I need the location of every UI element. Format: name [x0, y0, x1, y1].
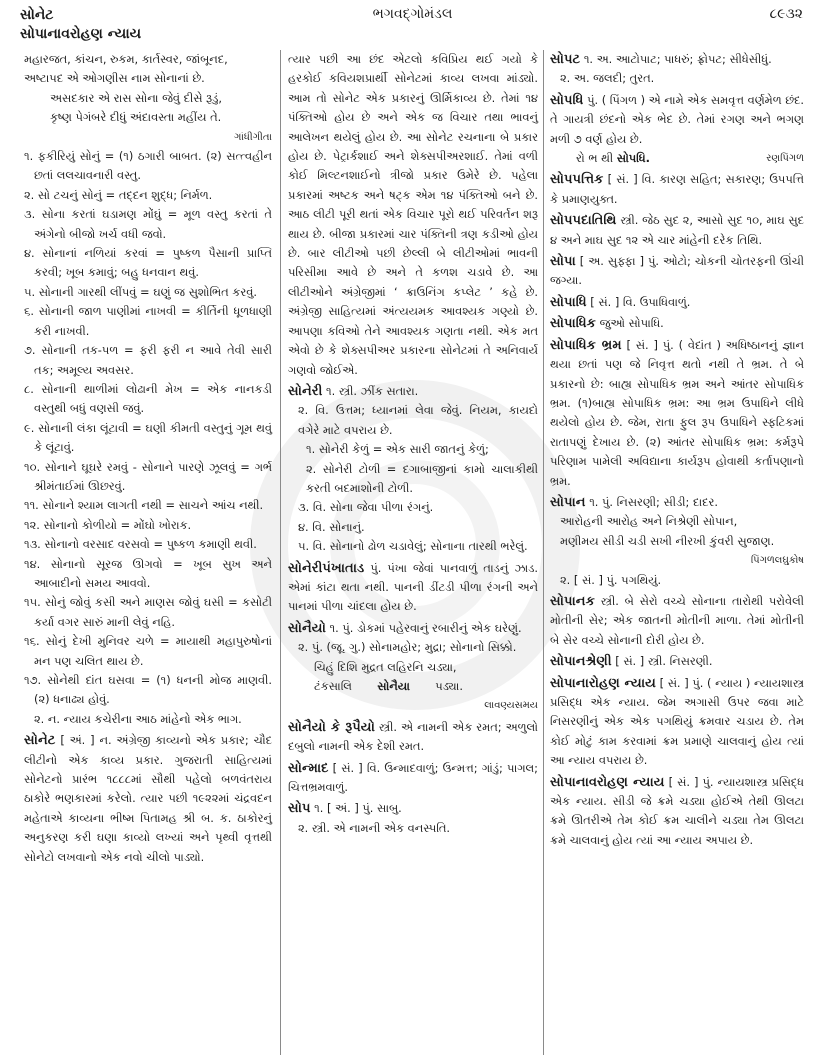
column-right: [550, 50, 804, 850]
definition: [ સં. ] સ્ત્રી. નિસરણી.: [615, 654, 713, 669]
verse-line: કૃષ્ણ પેગંબરે દીધું અંદાવસ્તા મહીંય તે.: [50, 110, 222, 125]
idiom-item: ૧૬. સોનું દેખી મુનિવર ચળે = માયાથી મહાપુરુષોનાં મન પણ ચલિત થાય છે.: [24, 634, 272, 668]
idiom-item: ૧૫. સોનું જોવું કસી અને માણસ જોવું ઘસી = કસોટી કર્યા વગર સારું માની લેવું નહિ.: [24, 595, 272, 629]
dictionary-entry: [288, 799, 538, 818]
definition: [ અ. સુફ્ફા ] પું. ઓટો; ચોકની ચોતરફની ઊંચી જગ્યા.: [550, 254, 804, 288]
sense-item: ૨. [ સં. ] પું. પગથિયું.: [560, 572, 662, 587]
idiom-item: ૫. સોનાની ગારથી લીંપવું = ઘણું જ સુશોભિત કરવું.: [24, 284, 257, 299]
headword: સોનેરીપંખાતાડ: [288, 560, 365, 576]
verse-word-bold: સોપધિ.: [616, 151, 650, 166]
definition: પું. પંખા જેવાં પાનવાળું તાડનું ઝાડ. એમાં કાંટા થતા નથી. પાનની ડીંટડી પીળા રંગની અને પાનમાં પીળા ચાંદલા હોય છે.: [288, 560, 538, 614]
definition: [ સં. ] પું. ( ન્યાય ) ન્યાયશાસ્ત્ર પ્રસિદ્ધ એક ન્યાય. જેમ અગાસી ઉપર જવા માટે નિસરણીનું એક એક પગથિયું ક્રમવાર ચડાય છે. તેમ કોઈ મોટું કામ કરવામાં ક્રમ પ્રમાણે ચાલવાનું હોય ત્યાં આ ન્યાય વપરાય છે.: [550, 675, 804, 768]
definition: જુઓ સોપાધિ.: [599, 316, 664, 331]
headword: સોપાધિ: [550, 294, 587, 310]
dictionary-entry: [550, 773, 804, 851]
definition: સ્ત્રી. એ નામની એક રમત; અળુલો દબુલો નામની એક દેશી રમત.: [288, 719, 538, 754]
definition: [ સં. ] પું. ( વેદાંત ) અધિષ્ઠાનનું જ્ઞાન થયા છતાં પણ જે નિવૃત્ત થતો નથી તે ભ્રમ. તે બે પ્રકારનો છે: બાહ્ય સોપાધિક ભ્રમ અને આંતર સોપાધિક ભ્રમ. (૧)બાહ્ય સોપાધિક ભ્રમ: આ ભ્રમ ઉપાધિને લીધે થયેલો હોય છે. જેમ, રાતા ફુલ રૂપ ઉપાધિને સ્ફટિકમાં રાતાપણું દેખાય છે. (૨) આંતર સોપાધિક ભ્રમ: કર્મરૂપે પરિણામ પામેલી અવિદ્યાના કાર્યરૂપ હોવાથી કર્તાપણાનો ભ્રમ.: [550, 337, 804, 488]
column-left: [24, 50, 272, 867]
sense-item: ૧. પું. ડોકમાં પહેરવાનું રબારીનું એક ઘરેણું.: [329, 620, 522, 635]
idiom-item: ૧૨. સોનાનો કોળીયો = મોંઘો ખોરાક.: [24, 517, 192, 532]
dictionary-entry: [24, 731, 272, 867]
headword: સોપાધિક ભ્રમ: [550, 337, 622, 353]
dictionary-entry: [550, 592, 804, 650]
dictionary-entry: [550, 211, 804, 250]
verse-source: ગાંધીગીતા: [234, 131, 272, 143]
verse-source: લાવણ્યસમય: [484, 700, 538, 712]
verse-line: મણીમય સીડી ચડી સખી નીરખી કુંવરી સુજાણ.: [560, 533, 775, 548]
headword: સોપટ: [550, 52, 581, 67]
definition: સ્ત્રી. જેઠ સુદ ૨, આસો સુદ ૧૦, માઘ સુદ ૪ અને માઘ સુદ ૧૨ એ ચાર માંહેની દરેક તિથિ.: [550, 213, 804, 247]
dictionary-entry: [288, 718, 538, 757]
definition: [ સં. ] પું. ન્યાયશાસ્ત્ર પ્રસિદ્ધ એક ન્યાય. સીડી જે ક્રમે ચડ્યા હોઈએ તેથી ઊલટા ક્રમે ઊતરીએ તેમ કોઈ ક્રમ ચાલીને ચડ્યા તેમ ઊલટા ક્રમે ચાલવાનું હોય ત્યાં આ ન્યાય અપાય છે.: [550, 774, 805, 847]
sense-item: ૨. વિ. ઉત્તમ; ધ્યાનમાં લેવા જેવું. નિયમ, કાયદો વગેરે માટે વપરાય છે.: [298, 403, 538, 437]
verse-word: પડ્યા.: [435, 679, 463, 693]
definition: [ સં. ] વિ. ઉન્માદવાળું; ઉન્મત્ત; ગાંડું; પાગલ; ચિત્તભ્રમવાળું.: [288, 760, 539, 795]
idiom-item: ૨. સોનેરી ટોળી = દગાબાજીનાં કામો ચાલાકીથી કરતી બદમાશોની ટોળી.: [306, 461, 538, 495]
headword: સોપા: [550, 254, 576, 270]
column-middle: [288, 50, 538, 838]
page-number: ૮૯૩૨: [769, 6, 803, 22]
verse-word: રો ભ થી: [576, 151, 614, 166]
sense-item: ૧. અ. આટોપાટ; પાધરું; ફ્રોપટ; સીધેસીધું.: [583, 52, 772, 66]
idiom-item: ૧૭. સોનેથી દાંત ઘસવા = (૧) ધનની મોજ માણવી. (૨) ધનાઢ્ય હોવું.: [24, 673, 272, 707]
headword: સોપાન: [550, 494, 586, 510]
headword: સોપ: [288, 801, 311, 817]
verse-line: [288, 677, 538, 696]
headword: સોપાનાવરોહણ ન્યાય: [550, 774, 665, 790]
sense-item: ૨. સ્ત્રી. એ નામની એક વનસ્પતિ.: [298, 820, 451, 835]
dictionary-entry: [288, 382, 538, 401]
entry-text: અષ્ટાપદ એ ઓગણીસ નામ સોનાનાં છે.: [24, 71, 205, 86]
idiom-item: ૨. સો ટચનું સોનું = તદ્દન શુદ્ધ; નિર્મળ.: [24, 187, 213, 202]
dictionary-entry: [550, 252, 804, 291]
idiom-item: ૧૦. સોનાને ઘૂઘરે રમવું - સોનાને પારણે ઝૂલવું = ગર્ભ શ્રીમંતાઈમાં ઊછરવું.: [24, 459, 272, 493]
headword: સોનૈયો: [288, 620, 326, 636]
definition: સ્ત્રી. બે સેરો વચ્ચે સોનાના તારોથી પરોવેલી મોતીની સેર; એક જાતની મોતીની માળા. તેમાં મોતીની બે સેર વચ્ચે સોનાની દોરી હોય છે.: [550, 593, 804, 647]
column-divider: [543, 50, 544, 1055]
definition: [ સં. ] વિ. કારણ સહિત; સકારણ; ઉપપત્તિ કે પ્રમાણયુક્ત.: [550, 172, 804, 206]
headword: સોન્માદ: [288, 760, 329, 776]
entry-continuation: ત્યાર પછી આ છંદ એટલો કવિપ્રિય થઈ ગયો કે હરકોઈ કવિયશપ્રાર્થી સોનેટમાં કાવ્ય લખવા માંડ્યો. આમ તો સોનેટ એક પ્રકારનું ઊર્મિકાવ્ય છે. તેમાં ૧૪ પંક્તિઓ હોય છે અને એક જ વિચાર તથા ભાવનું આલેખન થયેલું હોય છે. આ સોનેટ રચનાના બે પ્રકાર હોય છે. પેટ્રાર્કશાઈ અને શેક્સપીઅરશાઈ. તેમાં વળી કોઈ મિલ્ટનશાઈનો ત્રીજો પ્રકાર ઉમેરે છે. પહેલા પ્રકારમાં અષ્ટક અને ષટ્ક એમ ૧૪ પંક્તિઓ બને છે. આઠ લીટી પૂરી થતાં એક વિચાર પૂરો થઈ પરિવર્તન શરૂ થાય છે. બીજા પ્રકારમાં ચાર પંક્તિની ત્રણ કડીઓ હોય છે. બાર લીટીઓ પછી છેલ્લી બે લીટીઓમાં ભાવની પરિસીમા આવે છે અને તે કળશ ચડાવે છે. આ લીટીઓને અંગ્રેજીમાં ‘ ક્રાઉનિંગ કપ્લેટ ’ કહે છે. અંગ્રેજી સાહિત્યમાં અંત્યયમક આવશ્યક ગણ્યો છે. આપણા કવિઓ તેને આવશ્યક ગણતા નથી. એક મત એવો છે કે શેક્સપીઅર પ્રકારના સોનેટમાં તે અનિવાર્ય ગણવો જોઈએ.: [288, 52, 538, 377]
verse-source: પિંગળલઘુકોષ: [750, 555, 804, 567]
dictionary-entry: [288, 559, 538, 617]
dictionary-entry: [550, 652, 804, 671]
dictionary-entry: [550, 493, 804, 512]
idiom-item: ૮. સોનાની થાળીમાં લોઢાની મેખ = એક નાનકડી વસ્તુથી બધું વણસી જવું.: [24, 381, 272, 416]
verse-line: આરોહની આરોહ અને નિશ્રેણી સોપાન,: [560, 514, 738, 529]
verse-line: ચિહું દિશિ મુદ્રત લહિરનિ ચડ્યા,: [314, 659, 457, 674]
verse-line: અસદકાર એ રાસ સોના જેવું દીસે રૂડું,: [50, 90, 222, 105]
headword: સોનૈયો કે રૂપૈયો: [288, 719, 375, 735]
idiom-item: ૧૪. સોનાનો સૂરજ ઊગવો = ખૂબ સુખ અને આબાદીનો સમય આવવો.: [24, 556, 272, 590]
dictionary-columns: [0, 50, 825, 1062]
headword: સોપપદાતિથિ: [550, 213, 617, 229]
idiom-item: ૪. સોનાનાં નળિયાં કરવાં = પુષ્કળ પૈસાની પ્રાપ્તિ કરવી; ખૂબ કમાવું; બહુ ધનવાન થવું.: [24, 246, 272, 280]
dictionary-entry: [550, 50, 804, 69]
sense-item: ૫. વિ. સોનાનો ઢોળ ચડાવેલું; સોનાના તારથી ભરેલું.: [298, 539, 528, 554]
dictionary-entry: [550, 674, 804, 771]
column-divider: [280, 50, 281, 1055]
headword: સોપાનક: [550, 593, 595, 609]
verse-word: ટંકસાલિ: [314, 679, 352, 693]
idiom-item: ૧. સોનેરી કેળું = એક સારી જાતનું કેળું;: [306, 442, 489, 457]
headword: સોનેરી: [288, 383, 323, 399]
definition: [ અં. ] ન. અંગ્રેજી કાવ્યનો એક પ્રકાર; ચૌદ લીટીનો એક કાવ્ય પ્રકાર. ગુજરાતી સાહિત્યમાં સોનેટનો પ્રારંભ ૧૮૮૮માં સૌથી પહેલો બળવંતરાય ઠાકોરે ભણકારમાં કરેલો. ત્યાર પછી ૧૯૨૨માં ચંદ્રવદન મહેતાએ કાવ્યના ભીષ્મ પિતામહ શ્રી બ. ક. ઠાકોરનું અનુકરણ કરી ઘણા કાવ્યો લખ્યાં અને પૃથ્વી વૃત્તથી સોનેટો લખવાનો એક નવો ચીલો પાડ્યો.: [24, 733, 273, 864]
sense-item: ૨. ન. ન્યાય કચેરીના આઠ માંહેનો એક ભાગ.: [34, 711, 242, 726]
idiom-item: ૧૧. સોનાને શ્યામ લાગતી નથી = સાચને આંચ નથી.: [24, 498, 264, 513]
entry-text: મહારજત, કાંચન, રુકમ, કાર્તસ્વર, જાંબૂનદ,: [24, 52, 228, 66]
definition: પું. ( પિંગળ ) એ નામે એક સમવૃત્ત વર્ણમેળ છંદ. તે ગાયત્રી છંદનો એક ભેદ છે. તેમાં રગણ અને ભગણ મળી ૭ વર્ણ હોય છે.: [550, 92, 804, 146]
dictionary-entry: [550, 91, 804, 149]
idiom-item: ૬. સોનાની જાળ પાણીમાં નાખવી = કીર્તિની ધૂળધાણી કરી નાખવી.: [24, 304, 272, 338]
sense-item: ૨. પું. (જૂ. ગુ.) સોનામહોર; મુદ્રા; સોનાનો સિક્કો.: [298, 640, 517, 655]
book-title: ભગવદ્ગોમંડલ: [372, 6, 453, 22]
headword: સોપાધિક: [550, 316, 596, 332]
idiom-item: ૧. ફકીરિયું સોનું = (૧) ઠગારી બાબત. (૨) સત્ત્વહીન છતાં લલચાવનારી વસ્તુ.: [24, 149, 272, 183]
dictionary-entry: [550, 336, 804, 491]
sense-item: ૩. વિ. સોના જેવા પીળા રંગનું.: [298, 500, 434, 515]
sense-item: ૨. અ. જલદી; તુરત.: [560, 71, 655, 86]
headword: સોપાનારોહણ ન્યાય: [550, 675, 656, 691]
sense-item: ૧. [ અં. ] પું. સાબુ.: [314, 801, 402, 816]
dictionary-entry: [550, 293, 804, 312]
page-header: [0, 0, 825, 50]
idiom-item: ૩. સોના કરતાં ઘડામણ મોંઘું = મૂળ વસ્તુ કરતાં તે અંગેનો બીજો ખર્ચ વધી જવો.: [24, 207, 272, 241]
definition: [ સં. ] વિ. ઉપાધિવાળું.: [590, 294, 691, 309]
headword: સોપધિ: [550, 92, 584, 108]
sense-item: ૧. સ્ત્રી. ઝીંક સતારા.: [326, 383, 419, 398]
guide-word-first: સોનેટ: [20, 7, 54, 23]
verse-word-bold: સોનૈયા: [377, 679, 410, 693]
dictionary-entry: [550, 314, 804, 333]
sense-item: ૧. પું. નિસરણી; સીડી; દાદર.: [589, 494, 718, 509]
dictionary-entry: [288, 759, 538, 798]
sense-item: ૪. વિ. સોનાનું.: [298, 519, 365, 534]
dictionary-entry: [288, 619, 538, 638]
idiom-item: ૯. સોનાની લંકા લૂંટાવી = ઘણી કીમતી વસ્તુનું ગૂમ થવું કે લૂંટાવું.: [24, 420, 272, 455]
headword: સોનેટ: [24, 733, 56, 749]
guide-word-last: સોપાનાવરોહણ ન્યાય: [20, 26, 142, 42]
idiom-item: ૧૩. સોનાનો વરસાદ વરસવો = પુષ્કળ કમાણી થવી.: [24, 537, 257, 552]
idiom-item: ૭. સોનાની તક-પળ = ફરી ફરી ન આવે તેવી સારી તક; અમૂલ્ય અવસર.: [24, 343, 272, 377]
headword: સોપપત્તિક: [550, 172, 604, 188]
headword: સોપાનશ્રેણી: [550, 654, 612, 670]
verse-source: રણપિંગળ: [766, 153, 804, 165]
dictionary-entry: [550, 170, 804, 209]
verse-line: [550, 149, 804, 168]
